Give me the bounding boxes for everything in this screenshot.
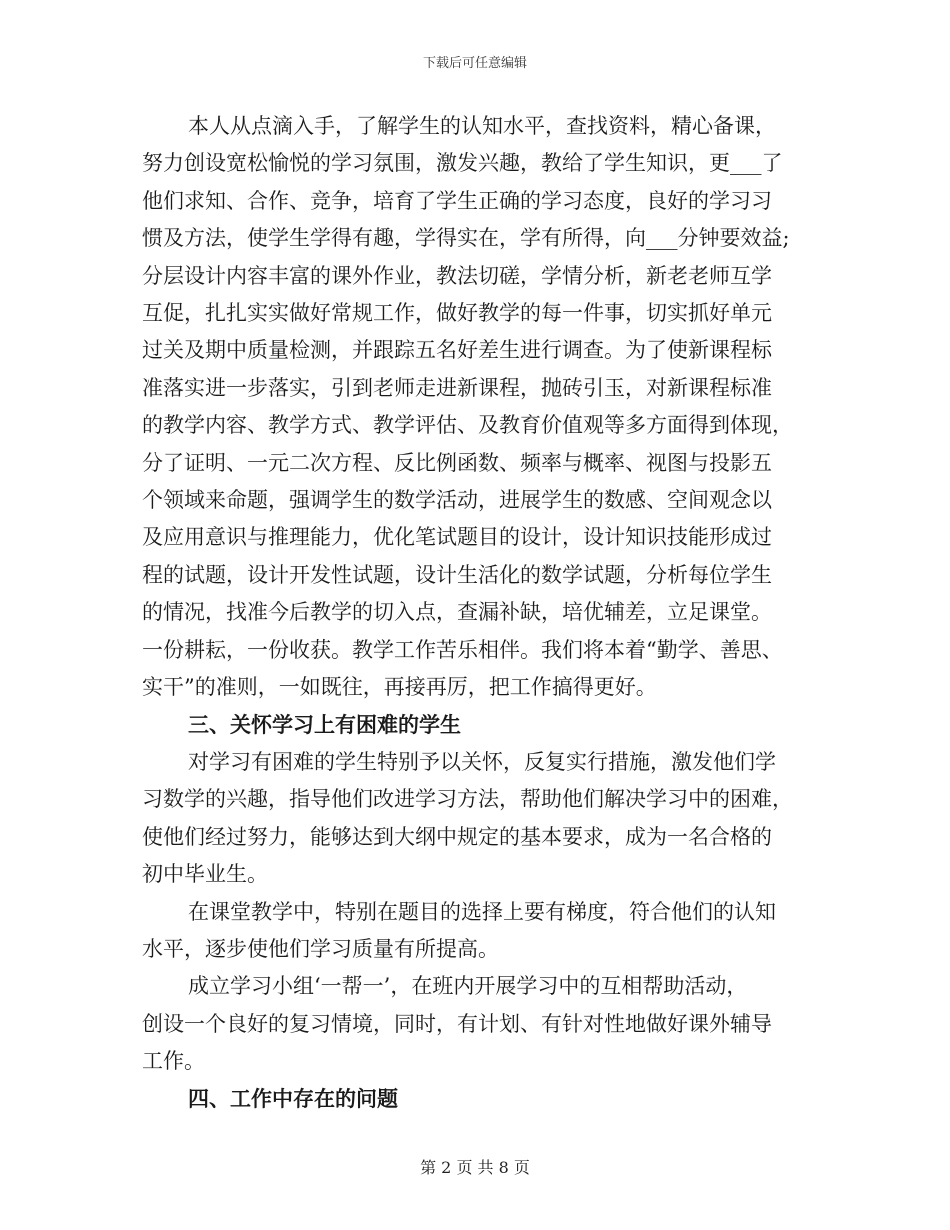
document-body — [142, 108, 822, 1118]
text-line: 对学习有困难的学生特别予以关怀，反复实行措施，激发他们学 — [188, 749, 776, 774]
paragraph-struggling-students — [142, 744, 822, 894]
text-line: 工作。 — [142, 1049, 205, 1074]
page-number: 第 2 页 共 8 页 — [420, 1158, 530, 1177]
text-line: 创设一个良好的复习情境，同时，有计划、有针对性地做好课外辅导 — [142, 1011, 772, 1036]
text-line: 的教学内容、教学方式、教学评估、及教育价值观等多方面得到体现， — [142, 413, 793, 438]
page-header: 下载后可任意编辑 — [422, 56, 527, 71]
text-line: 他们求知、合作、竞争，培育了学生正确的学习态度，良好的学习习 — [142, 188, 772, 213]
text-line: 水平，逐步使他们学习质量有所提高。 — [142, 936, 499, 961]
text-line: 习数学的兴趣，指导他们改进学习方法，帮助他们解决学习中的困难， — [142, 787, 793, 812]
section-heading-3: 三、关怀学习上有困难的学生 — [188, 712, 461, 737]
text-line: 的情况，找准今后教学的切入点，查漏补缺，培优辅差，立足课堂。 — [142, 600, 772, 625]
paragraph-classroom-teaching — [142, 894, 822, 969]
paragraph-study-groups — [142, 968, 822, 1080]
paragraph-teaching-work — [142, 108, 822, 707]
text-line: 过关及期中质量检测，并跟踪五名好差生进行调查。为了使新课程标 — [142, 338, 772, 363]
text-line: 本人从点滴入手，了解学生的认知水平，查找资料，精心备课， — [188, 114, 776, 138]
text-line: 互促，扎扎实实做好常规工作，做好教学的每一件事，切实抓好单元 — [142, 301, 772, 326]
text-line: 使他们经过努力，能够达到大纲中规定的基本要求，成为一名合格的 — [142, 824, 772, 849]
text-line: 在课堂教学中，特别在题目的选择上要有梯度，符合他们的认知 — [188, 899, 776, 924]
section-heading-4: 四、工作中存在的问题 — [188, 1086, 398, 1111]
text-line: 努力创设宽松愉悦的学习氛围，激发兴趣，教给了学生知识，更___了 — [142, 151, 783, 176]
text-line: 惯及方法，使学生学得有趣，学得实在，学有所得，向___分钟要效益; — [142, 226, 790, 251]
text-line: 成立学习小组‘一帮一’，在班内开展学习中的互相帮助活动， — [188, 974, 748, 999]
text-line: 分层设计内容丰富的课外作业，教法切磋，学情分析，新老老师互学 — [142, 263, 772, 288]
text-line: 分了证明、一元二次方程、反比例函数、频率与概率、视图与投影五 — [142, 450, 772, 475]
text-line: 及应用意识与推理能力，优化笔试题目的设计，设计知识技能形成过 — [142, 525, 772, 550]
text-line: 初中毕业生。 — [142, 862, 268, 887]
text-line: 准落实进一步落实，引到老师走进新课程，抛砖引玉，对新课程标准 — [142, 375, 772, 400]
text-line: 实干”的准则，一如既往，再接再厉，把工作搞得更好。 — [142, 675, 657, 700]
text-line: 个领域来命题，强调学生的数学活动，进展学生的数感、空间观念以 — [142, 488, 772, 513]
text-line: 程的试题，设计开发性试题，设计生活化的数学试题，分析每位学生 — [142, 562, 772, 587]
text-line: 一份耕耘，一份收获。教学工作苦乐相伴。我们将本着“勤学、善思、 — [142, 637, 783, 662]
